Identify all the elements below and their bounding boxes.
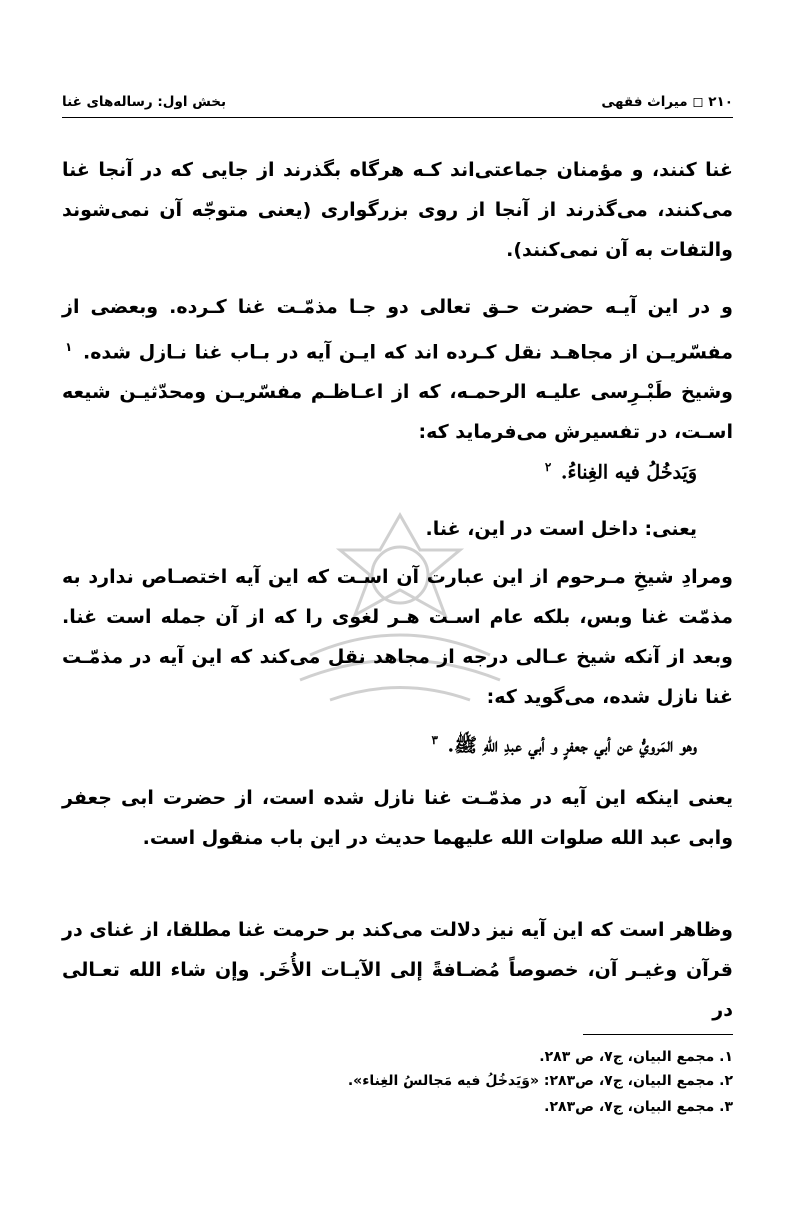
header-section: بخش اول: رساله‌های غنا <box>62 94 227 110</box>
quote-verse-1 <box>542 460 697 483</box>
paragraph-3: ومرادِ شیخِ مـرحوم از این عبارت آن اسـت که این آیه اختصـاص ندارد به مذمّت غنا وبس، بلکه عام اسـت هـر لغوی را که از آن جمله است غنا. وبعد از آنکه شیخ عـالی درجه از مجاهد نقل می‌کند که این آیه در مذمّـت غنا نازل شده، می‌گوید که: <box>62 566 733 708</box>
footnote-1: ۱. مجمع البیان، ج۷، ص ۲۸۳. <box>539 1049 733 1065</box>
quote-verse-2 <box>428 733 697 761</box>
paragraph-4: یعنی اینکه این آیه در مذمّـت غنا نازل شده است، از حضرت ابی جعفر وابی عبد الله صلوات الله علیهما حدیث در این باب منقول است. <box>62 787 733 849</box>
footnote-rule <box>583 1034 733 1035</box>
footnote-ref-3[interactable]: ۳ <box>431 733 438 747</box>
footnote-ref-1[interactable]: ۱ <box>65 340 73 354</box>
paragraph-2-text: و در این آیـه حضرت حـق تعالی دو جـا مذمّـت غنا کـرده. وبعضی از مفسّریـن از مجاهـد نقل کـرده اند که ایـن آیه در بـاب غنا نـازل شده. <box>62 296 733 364</box>
footnote-3: ۳. مجمع البیان، ج۷، ص۲۸۳. <box>544 1099 733 1115</box>
translation-1: یعنی: داخل است در این، غنا. <box>425 518 697 540</box>
paragraph-2 <box>62 287 733 452</box>
paragraph-5: وظاهر است که این آیه نیز دلالت می‌کند بر حرمت غنا مطلقا، از غنای در قرآن وغیـر آن، خصوصاً مُضـافةً إلی الآیـات الأُخَر. وإن شاء الله تعـالی در <box>62 919 733 1021</box>
paragraph-2-continuation: وشیخ طَبْـرِسی علیـه الرحمـه، که از اعـاظـم مفسّریـن ومحدّثیـن شیعه اسـت، در تفسیرش می‌فرماید که: <box>62 381 733 444</box>
footnote-2: ۲. مجمع البیان، ج۷، ص۲۸۳: «وَیَدخُلُ فیه مَجالسُ الغِناء». <box>347 1073 733 1089</box>
running-header <box>62 94 733 116</box>
quote-verse-2-text: وهو المَرويُّ عن أبي جعفرٍ و أبي عبدِ اللهِ ﷺ. <box>447 734 697 757</box>
header-rule <box>62 117 733 118</box>
header-page-title: ۲۱۰ ◻ میراث فقهی <box>601 94 733 110</box>
footnote-ref-2[interactable]: ۲ <box>544 460 552 474</box>
quote-verse-1-text: وَیَدخُلُ فیه الغِناءُ. <box>560 461 697 484</box>
paragraph-1: غنا کنند، و مؤمنان جماعتی‌اند کـه هرگاه بگذرند از جایی که در آنجا غنا می‌کنند، می‌گذرند از آنجا از روی بزرگواری (یعنی متوجّه آن نمی‌شوند والتفات به آن نمی‌کنند). <box>62 159 733 261</box>
